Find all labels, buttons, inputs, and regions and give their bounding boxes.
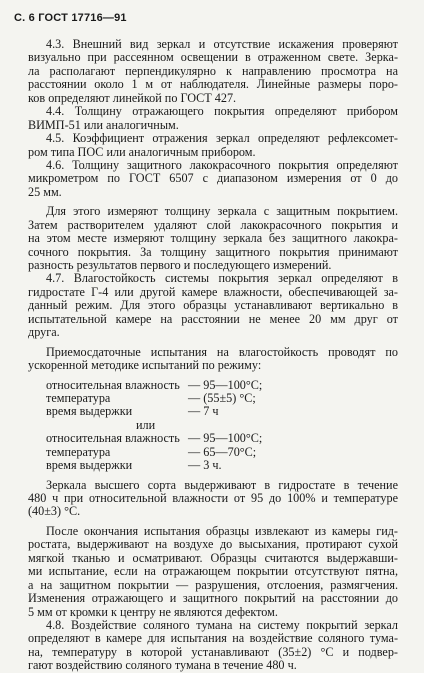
text-line: ускоренной методике испытаний по режиму:: [28, 358, 262, 373]
text-line: мягкой тканью и осматривают. Образцы считаются выдержавши-: [28, 550, 398, 565]
paragraph-4-3: [28, 38, 398, 105]
paragraph-4-7: [28, 272, 398, 339]
text-line: 4.5. Коэффициент отражения зеркал определяют рефлексомет-: [46, 131, 398, 146]
text-line: 4.7. Влагостойкость системы покрытия зеркал определяют в: [46, 271, 398, 286]
text-line: определяют в камере для испытания на воздействие соляного тума-: [28, 631, 398, 646]
text-line: Приемосдаточные испытания на влагостойкость проводят по: [46, 344, 398, 359]
test-mode-2: [28, 432, 398, 472]
text-line: гидростате Г-4 или другой камере влажности, обеспечивающей за-: [28, 284, 398, 299]
text-line: ла располагают перпендикулярно к направлению просмотра на: [28, 63, 398, 78]
text-line: друга.: [28, 325, 60, 340]
condition-param: относительная влажность: [46, 377, 180, 392]
text-line: ми испытание, если на отражающем покрытии отсутствуют пятна,: [28, 564, 398, 579]
paragraph-4-6: [28, 159, 398, 199]
text-line: Изменения отражающего и защитного покрытий на расстоянии до: [28, 591, 398, 606]
text-line: 480 ч при относительной влажности от 95 до 100% и температуре: [28, 491, 398, 505]
condition-value: — (55±5) °С;: [188, 390, 256, 405]
paragraph-after-test: [28, 525, 398, 619]
condition-row: [28, 392, 398, 405]
condition-param: относительная влажность: [46, 431, 180, 446]
condition-row: [28, 446, 398, 459]
test-mode-1: [28, 379, 398, 419]
text-line: 5 мм от кромки к центру не являются дефектом.: [28, 604, 278, 619]
text-line: данный режим. Для этого образцы устанавливают вертикально в: [28, 298, 398, 313]
text-line: 4.6. Толщину защитного лакокрасочного покрытия определяют: [46, 157, 398, 172]
text-line: После окончания испытания образцы извлекают из камеры гид-: [46, 523, 398, 538]
condition-row: [28, 432, 398, 445]
text-line: 25 мм.: [28, 184, 62, 199]
condition-value: — 95—100°С;: [188, 431, 263, 446]
paragraph-highest-grade: [28, 479, 398, 519]
or-separator: или: [136, 417, 156, 432]
text-line: на, температуру в которой устанавливают (35±2) °С и подвер-: [28, 644, 398, 659]
text-line: Затем растворителем удаляют слой лакокрасочного покрытия и: [28, 217, 398, 232]
condition-param: время выдержки: [46, 458, 133, 473]
text-line: 4.4. Толщину отражающего покрытия определяют прибором: [46, 104, 398, 119]
text-line: 4.8. Воздействие соляного тумана на систему покрытий зеркал: [46, 617, 398, 632]
text-line: ВИМП-51 или аналогичным.: [28, 117, 179, 132]
paragraph-4-8: [28, 619, 398, 673]
text-line: микрометром по ГОСТ 6507 с диапазоном измерения от 0 до: [28, 171, 398, 186]
condition-param: время выдержки: [46, 404, 133, 419]
condition-param: температура: [46, 444, 111, 459]
condition-value: — 65—70°С;: [188, 444, 257, 459]
condition-row: [28, 459, 398, 472]
text-line: 4.3. Внешний вид зеркал и отсутствие искажения проверяют: [46, 37, 398, 51]
text-line: гают воздействию соляного тумана в течение 480 ч.: [28, 658, 297, 673]
text-line: сочного покрытия. За толщину защитного покрытия принимают: [28, 244, 398, 259]
text-line: на этом месте измеряют толщину зеркала без защитного лакокра-: [28, 231, 398, 246]
text-line: Зеркала высшего сорта выдерживают в гидростате в течение: [46, 477, 398, 492]
text-line: разность результатов первого и последующего измерений.: [28, 258, 332, 272]
text-line: Для этого измеряют толщину зеркала с защитным покрытием.: [46, 204, 398, 219]
text-line: а на защитном покрытии — разрушения, отслоения, размягчения.: [28, 577, 398, 592]
condition-param: температура: [46, 390, 111, 405]
condition-value: — 7 ч: [188, 404, 219, 419]
condition-row: [28, 405, 398, 418]
document-body: [28, 38, 398, 673]
condition-value: — 95—100°С;: [188, 377, 263, 392]
paragraph-4-6-continued: [28, 205, 398, 272]
text-line: ростата, выдерживают на воздухе до высыхания, протирают сухой: [28, 537, 398, 552]
paragraph-4-7-mode: [28, 346, 398, 373]
condition-value: — 3 ч.: [188, 458, 222, 473]
paragraph-4-4: [28, 105, 398, 132]
page-header: С. 6 ГОСТ 17716—91: [14, 12, 127, 24]
text-line: испытательной камере на расстоянии не менее 20 мм друг от: [28, 311, 398, 326]
text-line: ром типа ПОС или аналогичным прибором.: [28, 144, 256, 159]
text-line: ков определяют линейкой по ГОСТ 427.: [28, 90, 237, 105]
text-line: визуально при рассеянном освещении в отраженном свете. Зерка-: [28, 50, 398, 65]
text-line: расстоянии около 1 м от наблюдателя. Линейные размеры поро-: [28, 77, 398, 92]
paragraph-4-5: [28, 132, 398, 159]
text-line: (40±3) °С.: [28, 504, 81, 519]
condition-row: [28, 379, 398, 392]
